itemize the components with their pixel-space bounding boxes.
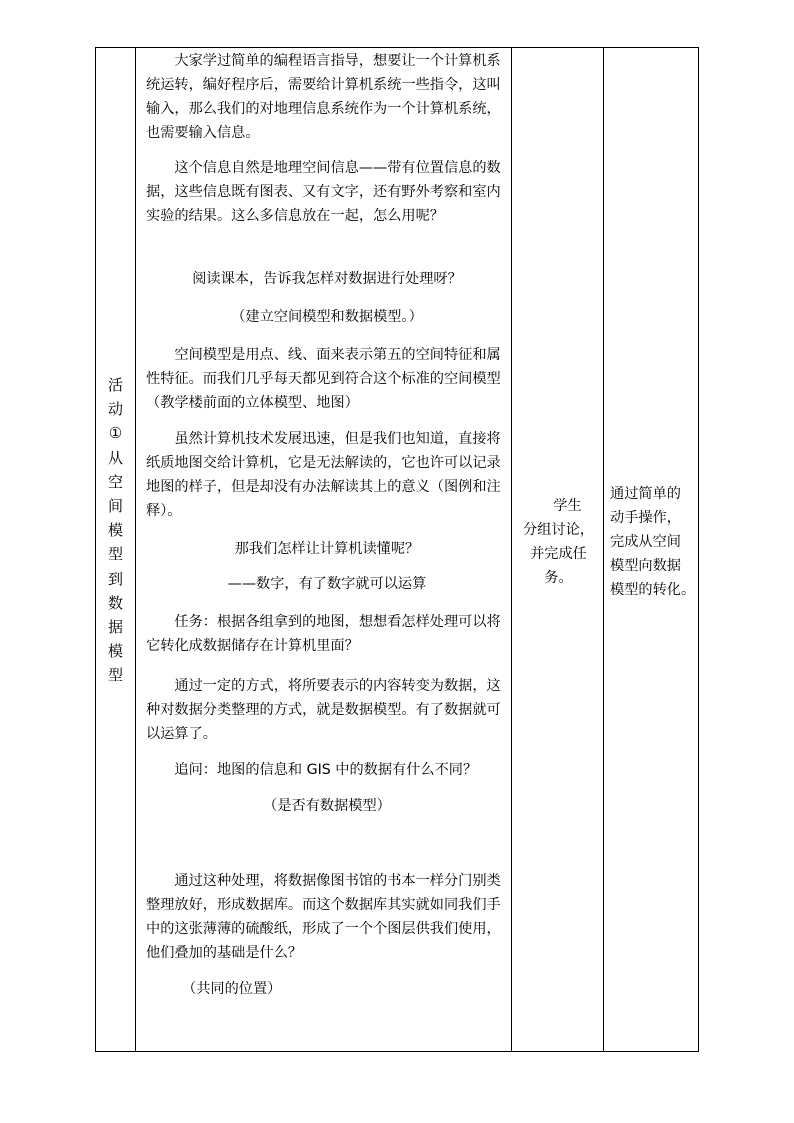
- content-paragraph: （是否有数据模型）: [263, 798, 391, 814]
- intent-line: 模型的转化。: [610, 582, 696, 598]
- intent-line: 完成从空间: [610, 534, 681, 550]
- student-line: 分组讨论，: [523, 522, 594, 538]
- activity-char: ①: [108, 424, 123, 443]
- activity-char: 到: [107, 569, 123, 588]
- content-paragraph: 阅读课本，告诉我怎样对数据进行处理呀？: [192, 271, 462, 287]
- activity-char: 从: [107, 448, 123, 467]
- content-paragraph: （共同的位置）: [182, 981, 282, 997]
- content-paragraph: 大家学过简单的编程语言指导，想要让一个计算机系统运转，编好程序后，需要给计算机系统一些指令，这叫输入，那么我们的对地理信息系统作为一个计算机系统，也需要输入信息。: [146, 53, 501, 141]
- content-paragraph: 任务：根据各组拿到的地图，想想看怎样处理可以将它转化成数据储存在计算机里面？: [146, 614, 501, 654]
- content-paragraph: （建立空间模型和数据模型。）: [231, 309, 423, 325]
- design-intent-text: [610, 482, 698, 602]
- student-line: 并完成任: [530, 546, 587, 562]
- activity-char: 空: [107, 472, 123, 491]
- content-paragraph: 那我们怎样让计算机读懂呢？: [234, 541, 420, 557]
- student-activity-column: [512, 48, 604, 1051]
- content-paragraph: ——数字，有了数字就可以运算: [227, 576, 427, 592]
- student-line: 务。: [544, 570, 573, 586]
- student-activity-text: [516, 494, 601, 590]
- content-paragraph: 追问：地图的信息和 GIS 中的数据有什么不同？: [174, 762, 478, 778]
- content-paragraph: 这个信息自然是地理空间信息——带有位置信息的数据，这些信息既有图表、又有文字，还有野外考察和室内实验的结果。这么多信息放在一起，怎么用呢？: [146, 160, 501, 224]
- intent-line: 通过简单的: [610, 486, 681, 502]
- activity-char: 间: [107, 497, 123, 516]
- student-line: 学生: [553, 498, 582, 514]
- design-intent-column: [604, 48, 698, 1051]
- activity-column: [96, 48, 136, 1051]
- intent-line: 动手操作，: [610, 510, 681, 526]
- activity-label: [96, 373, 135, 688]
- activity-char: 模: [107, 521, 123, 540]
- content-paragraph: 虽然计算机技术发展迅速，但是我们也知道，直接将纸质地图交给计算机，它是无法解读的，它也许可以记录地图的样子，但是却没有办法解读其上的意义（图例和注释）。: [146, 431, 501, 519]
- content-paragraph: 通过这种处理，将数据像图书馆的书本一样分门别类整理放好，形成数据库。而这个数据库其实就如同我们手中的这张薄薄的硫酸纸，形成了一个个图层供我们使用，他们叠加的基础是什么？: [146, 873, 501, 961]
- activity-char: 型: [107, 666, 123, 685]
- activity-char: 据: [107, 618, 123, 637]
- teacher-content-column: [136, 48, 512, 1051]
- lesson-table: [95, 47, 699, 1052]
- activity-char: 数: [107, 593, 123, 612]
- content-paragraph: 空间模型是用点、线、面来表示第五的空间特征和属性特征。而我们几乎每天都见到符合这个标准的空间模型（教学楼前面的立体模型、地图）: [146, 347, 501, 411]
- intent-line: 模型向数据: [610, 558, 681, 574]
- activity-char: 动: [107, 400, 123, 419]
- content-paragraph: 通过一定的方式，将所要表示的内容转变为数据，这种对数据分类整理的方式，就是数据模型。有了数据就可以运算了。: [146, 678, 501, 742]
- activity-char: 型: [107, 545, 123, 564]
- activity-char: 模: [107, 642, 123, 661]
- activity-char: 活: [107, 376, 123, 394]
